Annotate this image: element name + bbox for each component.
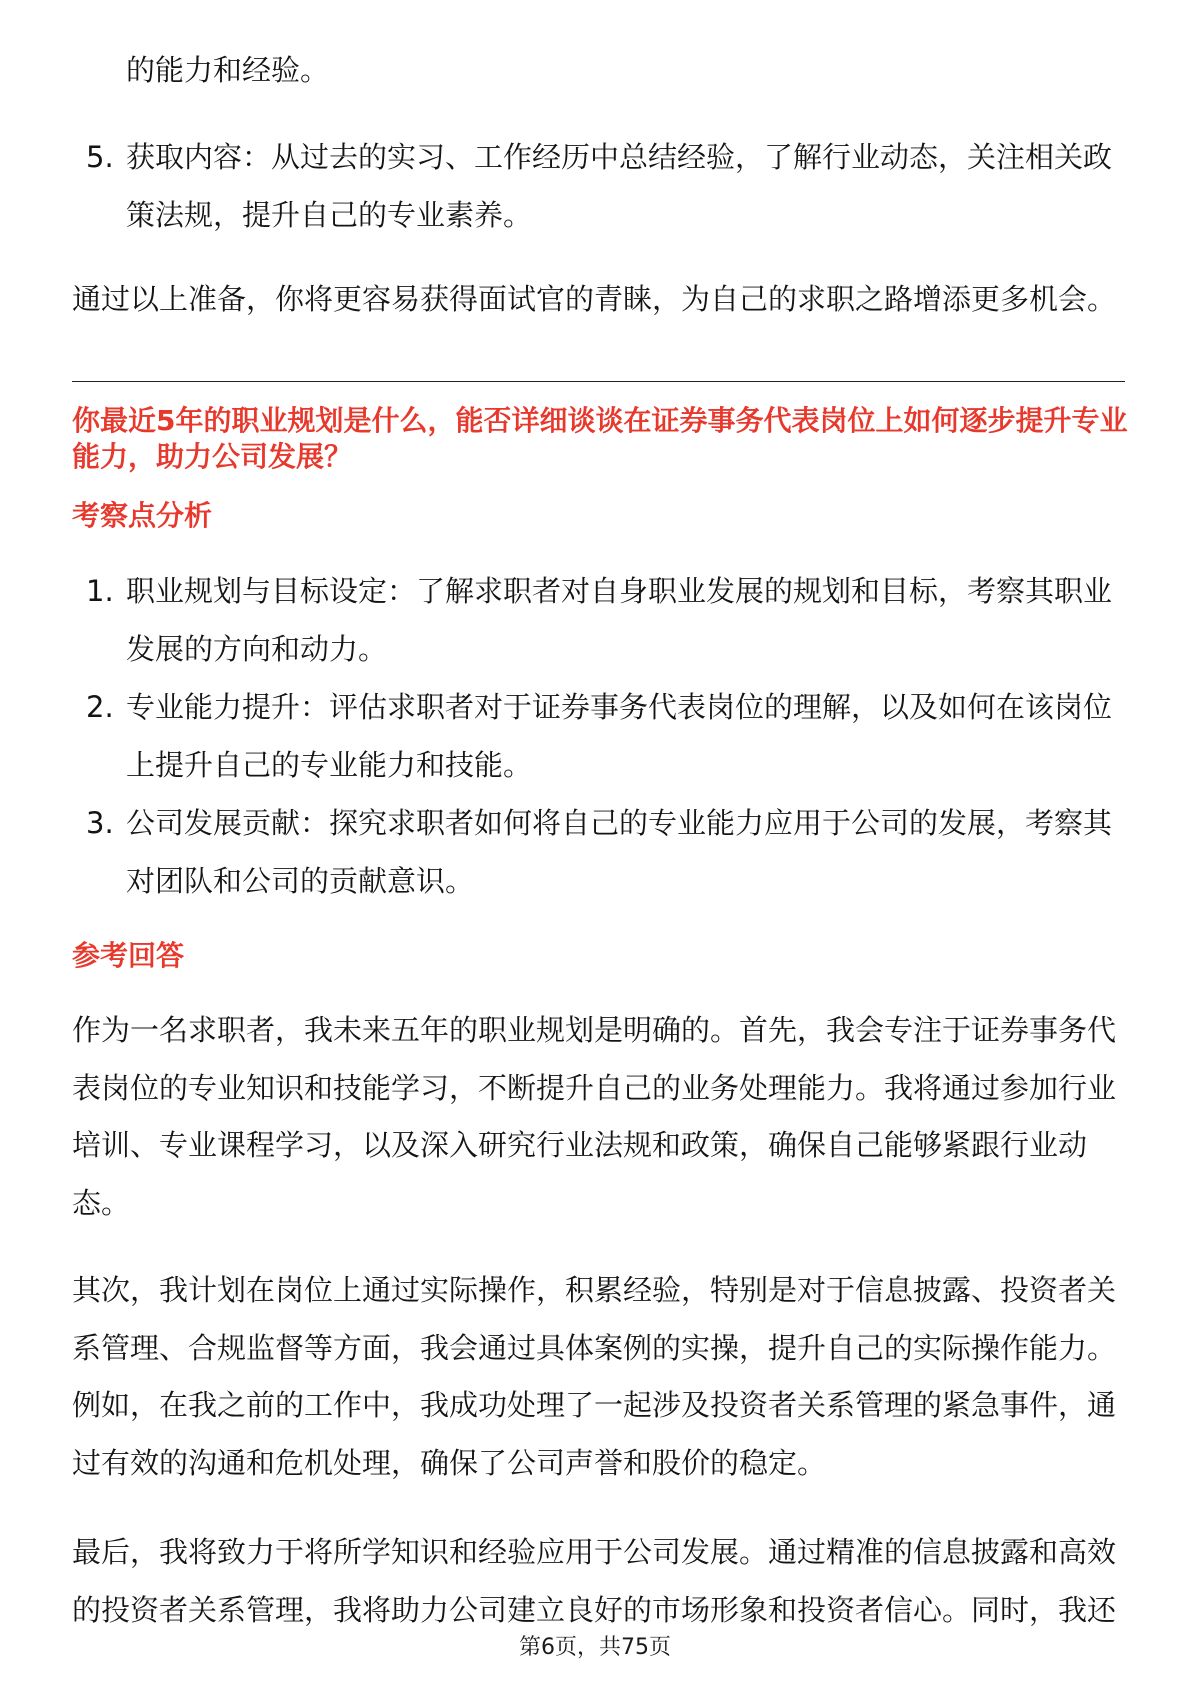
- analysis-heading: 考察点分析: [72, 499, 213, 532]
- previous-item-continuation: 的能力和经验。: [126, 53, 330, 87]
- list-item-text: 获取内容：从过去的实习、工作经历中总结经验，了解行业动态，关注相关政策法规，提升自己的专业素养。: [126, 140, 1113, 232]
- list-item-number: 5.: [86, 140, 114, 174]
- list-item-text: 专业能力提升：评估求职者对于证券事务代表岗位的理解，以及如何在该岗位上提升自己的专业能力和技能。: [126, 690, 1113, 782]
- section-conclusion: 通过以上准备，你将更容易获得面试官的青睐，为自己的求职之路增添更多机会。: [72, 282, 1117, 316]
- list-item: [72, 794, 1130, 910]
- section-divider: [72, 381, 1125, 382]
- answer-paragraph: 其次，我计划在岗位上通过实际操作，积累经验，特别是对于信息披露、投资者关系管理、合规监督等方面，我会通过具体案例的实操，提升自己的实际操作能力。例如，在我之前的工作中，我成功处理了一起涉及投资者关系管理的紧急事件，通过有效的沟通和危机处理，确保了公司声誉和股价的稳定。: [72, 1273, 1117, 1480]
- list-item-number: 3.: [86, 806, 114, 840]
- list-item-number: 2.: [86, 690, 114, 724]
- list-item: [72, 678, 1130, 794]
- list-item: [72, 128, 1130, 244]
- list-item-text: 公司发展贡献：探究求职者如何将自己的专业能力应用于公司的发展，考察其对团队和公司的贡献意识。: [126, 806, 1113, 898]
- question-heading: 你最近5年的职业规划是什么，能否详细谈谈在证券事务代表岗位上如何逐步提升专业能力，助力公司发展？: [72, 404, 1128, 473]
- list-item-number: 1.: [86, 574, 114, 608]
- list-item: [72, 562, 1130, 678]
- answer-paragraph: 作为一名求职者，我未来五年的职业规划是明确的。首先，我会专注于证券事务代表岗位的专业知识和技能学习，不断提升自己的业务处理能力。我将通过参加行业培训、专业课程学习，以及深入研究行业法规和政策，确保自己能够紧跟行业动态。: [72, 1013, 1117, 1220]
- answer-heading: 参考回答: [72, 939, 185, 972]
- page-footer: 第6页，共75页: [519, 1635, 671, 1660]
- list-item-text: 职业规划与目标设定：了解求职者对自身职业发展的规划和目标，考察其职业发展的方向和动力。: [126, 574, 1113, 666]
- answer-paragraph: 最后，我将致力于将所学知识和经验应用于公司发展。通过精准的信息披露和高效的投资者关系管理，我将助力公司建立良好的市场形象和投资者信心。同时，我还: [72, 1535, 1117, 1627]
